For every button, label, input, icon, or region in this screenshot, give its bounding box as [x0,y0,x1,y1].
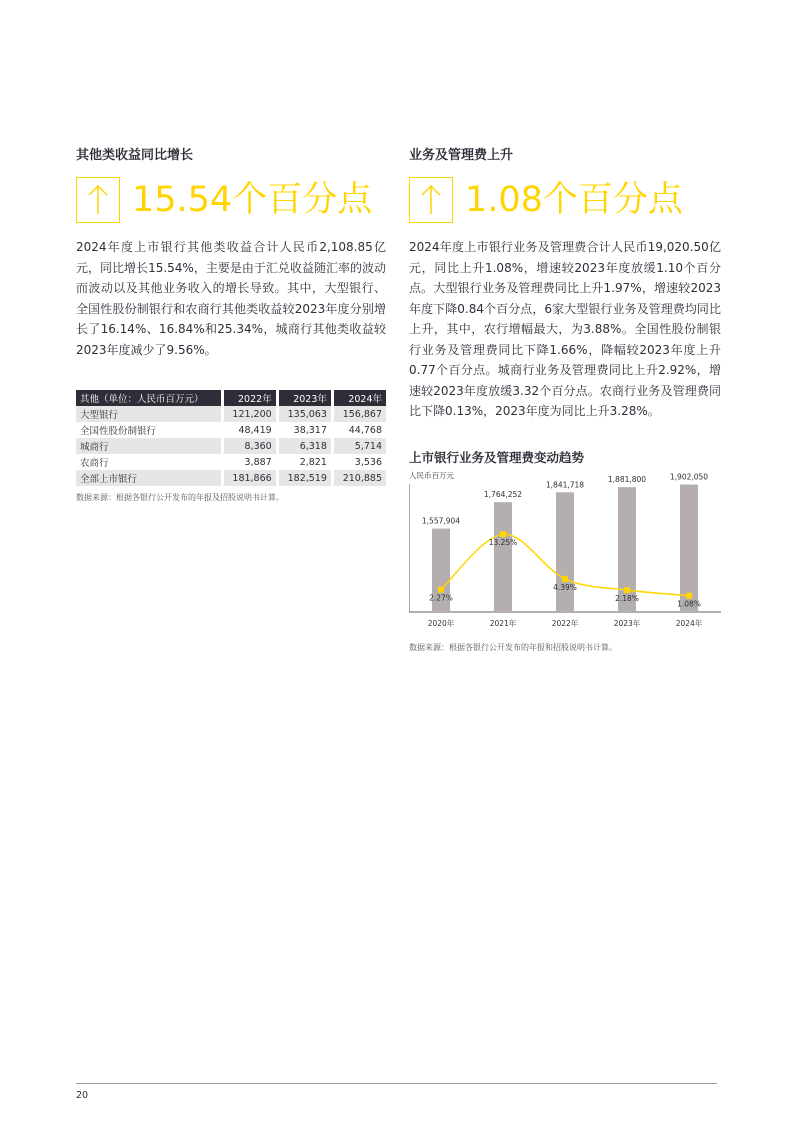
table-cell: 全部上市银行 [76,470,222,486]
line-value-label: 4.39% [553,582,577,592]
line-value-label: 2.27% [429,593,453,603]
table-header-cell: 2024年 [332,390,386,406]
table-cell: 182,519 [277,470,332,486]
table-cell: 3,887 [222,454,277,470]
table-cell: 156,867 [332,406,386,422]
table-cell: 121,200 [222,406,277,422]
bar-1 [494,502,512,612]
big-stat-row [409,175,721,225]
big-stat-value: 15.54个百分点 [132,180,373,220]
up-arrow-icon [76,177,120,223]
table-cell: 8,360 [222,438,277,454]
bar-value-label: 1,902,050 [669,472,709,482]
table-row [76,454,386,470]
table-cell: 3,536 [332,454,386,470]
table-header-cell: 2023年 [277,390,332,406]
table-cell: 大型银行 [76,406,222,422]
line-point [624,587,630,593]
section-heading-admin-expenses: 业务及管理费上升 [409,148,514,163]
line-point [562,575,568,581]
table-cell: 2,821 [277,454,332,470]
table-header-cell: 2022年 [222,390,277,406]
right-column [409,146,721,653]
y-axis-label: 人民币百万元 [409,470,454,480]
line-point [686,592,692,598]
x-tick-label: 2024年 [675,618,703,628]
table-cell: 38,317 [277,422,332,438]
x-tick-label: 2022年 [551,618,579,628]
bar-value-label: 1,764,252 [483,489,523,499]
x-tick-label: 2020年 [427,618,455,628]
bar-value-label: 1,841,718 [545,479,585,489]
line-value-label: 13.25% [488,537,518,547]
x-tick-label: 2023年 [613,618,641,628]
section-heading-other-income: 其他类收益同比增长 [76,148,194,163]
page-number: 20 [76,1090,89,1101]
table-row [76,406,386,422]
table-cell: 城商行 [76,438,222,454]
bar-value-label: 1,881,800 [607,474,647,484]
table-cell: 农商行 [76,454,222,470]
table-header-cell: 其他（单位：人民币百万元） [76,390,222,406]
table-cell: 181,866 [222,470,277,486]
footer-divider [76,1083,717,1084]
table-cell: 5,714 [332,438,386,454]
table-cell: 210,885 [332,470,386,486]
bar-value-label: 1,557,904 [421,516,461,526]
table-header-row [76,390,386,406]
body-paragraph: 2024年度上市银行业务及管理费合计人民币19,020.50亿元，同比上升1.08%，增速较2023年度放缓1.10个百分点。大型银行业务及管理费同比上升1.97%，增速较2023年度下降0.84个百分点，6家大型银行业务及管理费均同比上升，其中，农行增幅最大，为3.88%。全国性股份制银行业务及管理费同比下降1.66%，降幅较2023年度上升0.77个百分点。城商行业务及管理费同比上升2.92%，增速较2023年度放缓3.32个百分点。农商行业务及管理费同比下降0.13%，2023年度为同比上升3.28%。 [409,240,721,418]
table-cell: 6,318 [277,438,332,454]
other-income-table [76,390,386,486]
table-cell: 135,063 [277,406,332,422]
chart-title: 上市银行业务及管理费变动趋势 [409,449,585,465]
x-tick-label: 2021年 [489,618,517,628]
table-cell: 44,768 [332,422,386,438]
big-stat-value: 1.08个百分点 [465,180,683,220]
line-value-label: 1.08% [677,599,701,609]
body-paragraph: 2024年度上市银行其他类收益合计人民币2,108.85亿元，同比增长15.54%，主要是由于汇兑收益随汇率的波动而波动以及其他业务收入的增长导致。其中，大型银行、全国性股份制银行和农商行其他类收益较2023年度分别增长了16.14%、16.84%和25.34%，城商行其他类收益较2023年度减少了9.56%。 [76,240,386,357]
expense-trend-chart [409,466,721,636]
table-row [76,422,386,438]
table-cell: 48,419 [222,422,277,438]
up-arrow-icon [409,177,453,223]
table-row [76,438,386,454]
source-note: 数据来源：根据各银行公开发布的年报和招股说明书计算。 [409,642,617,652]
bar-2 [556,492,574,612]
line-point [500,531,506,537]
big-stat-row [76,175,386,225]
table-cell: 全国性股份制银行 [76,422,222,438]
table-row [76,470,386,486]
line-point [438,586,444,592]
source-note: 数据来源：根据各银行公开发布的年报及招股说明书计算。 [76,493,284,502]
line-value-label: 2.18% [615,593,639,603]
left-column [76,146,386,503]
